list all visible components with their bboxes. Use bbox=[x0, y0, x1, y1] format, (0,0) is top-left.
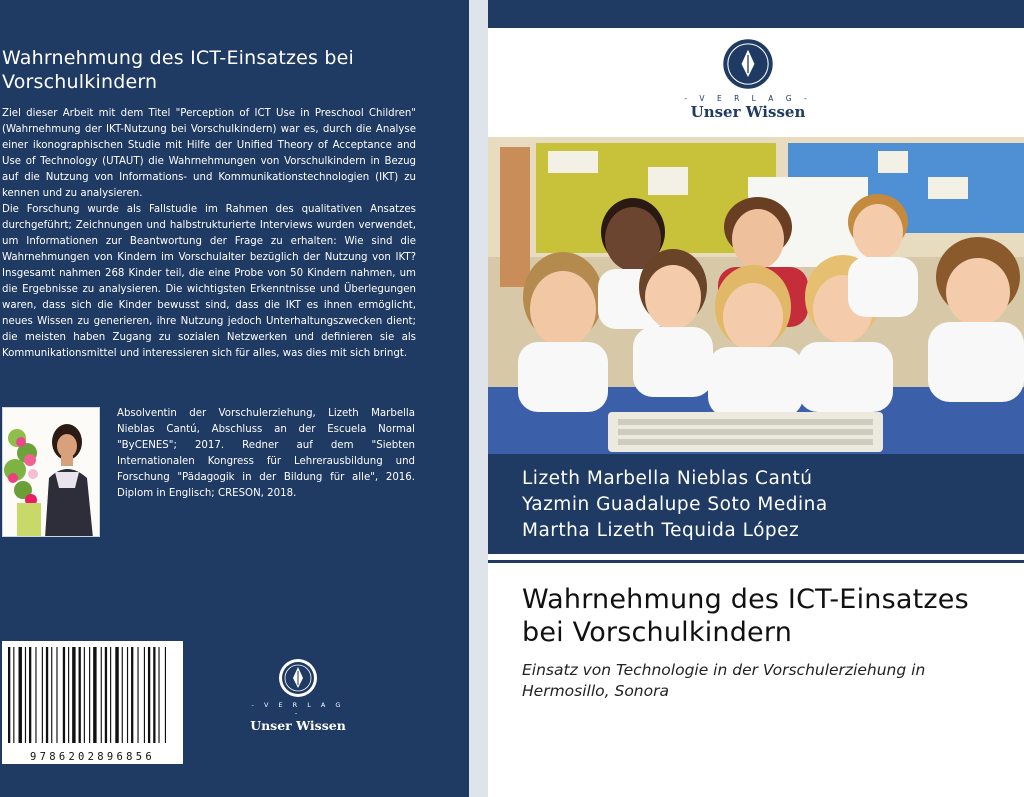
barcode-bar bbox=[137, 647, 138, 743]
barcode-bar bbox=[131, 647, 133, 743]
description-paragraph-1: Ziel dieser Arbeit mit dem Titel "Perception of ICT Use in Preschool Children" (Wahrnehmung der IKT-Nutzung bei Vorschulkindern) war es, durch die Analyse einer ikonographischen Studie mit Hilfe der Unified Theory of Acceptance and Use of Technology (UTAUT) die Wahrnehmungen von Vorschulkindern in Bezug auf die Nutzung von Informations- und Kommunikationstechnologien (IKT) zu kennen und zu analysieren. bbox=[2, 108, 416, 199]
barcode-bar bbox=[105, 647, 107, 743]
barcode-bar bbox=[122, 647, 123, 743]
divider-rule bbox=[488, 560, 1024, 563]
barcode-bar bbox=[68, 647, 69, 743]
back-cover-description bbox=[2, 106, 416, 362]
back-publisher-name: Unser Wissen bbox=[250, 718, 346, 733]
author-name-3: Martha Lizeth Tequida López bbox=[522, 520, 800, 541]
barcode-bar bbox=[51, 647, 52, 743]
classroom-photo bbox=[488, 137, 1024, 454]
description-paragraph-2: Die Forschung wurde als Fallstudie im Rahmen des qualitativen Ansatzes durchgeführt; Zeichnungen und halbstrukturierte Interviews wurden verwendet, um Informationen zur Beantwortung der Frage zu erhalten: Wie sind die Wahrnehmungen von Kindern im Vorschulalter bezüglich der Nutzung von IKT? Insgesamt nahmen 268 Kinder teil, die eine Probe von 50 Kindern nahmen, um die Ergebnisse zu analysieren. Die wichtigsten Erkenntnisse und Überlegungen waren, dass sich die Kinder bewusst sind, dass die IKT es ihnen ermöglicht, neues Wissen zu generieren, ihre Nutzung jedoch Unterhaltungszwecken dient; die meisten haben Zugang zu sozialen Netzwerken und definieren sie als Kommunikationsmittel und interessieren sich für alles, was dies mit sich bringt. bbox=[2, 204, 416, 359]
barcode-bar bbox=[110, 647, 111, 743]
authors-band bbox=[488, 454, 1024, 554]
front-cover bbox=[488, 0, 1024, 797]
quill-pen-seal-icon bbox=[722, 38, 774, 90]
isbn-barcode bbox=[2, 641, 183, 764]
author-portrait-image bbox=[3, 408, 100, 537]
barcode-bar bbox=[84, 647, 85, 743]
barcode-bars bbox=[2, 641, 183, 747]
front-cover-subtitle: Einsatz von Technologie in der Vorschulerziehung in Hermosillo, Sonora bbox=[522, 661, 926, 700]
barcode-bar bbox=[8, 647, 10, 743]
back-publisher-logo bbox=[247, 658, 349, 733]
barcode-bar bbox=[127, 647, 128, 743]
author-photo bbox=[2, 407, 100, 537]
barcode-bar bbox=[19, 647, 22, 743]
author-name-2: Yazmin Guadalupe Soto Medina bbox=[522, 494, 828, 515]
barcode-bar bbox=[115, 647, 118, 743]
barcode-bar bbox=[29, 647, 31, 743]
barcode-bar bbox=[144, 647, 145, 743]
barcode-bar bbox=[72, 647, 75, 743]
quill-pen-seal-icon bbox=[278, 658, 318, 698]
front-top-band bbox=[488, 0, 1024, 28]
barcode-bar bbox=[35, 647, 36, 743]
barcode-bar bbox=[93, 647, 96, 743]
spine bbox=[469, 0, 488, 797]
barcode-bar bbox=[158, 647, 159, 743]
cover-photo-children-classroom bbox=[488, 137, 1024, 454]
barcode-bar bbox=[46, 647, 48, 743]
barcode-bar bbox=[101, 647, 102, 743]
barcode-bar bbox=[42, 647, 43, 743]
front-publisher-name: Unser Wissen bbox=[690, 103, 806, 121]
author-bio: Absolventin der Vorschulerziehung, Lizeth Marbella Nieblas Cantú, Abschluss an der Escuela Normal "ByCENES"; 2017. Redner auf dem "Siebten Internationalen Kongress für Lehrerausbildung und Forschung "Pädagogik in der Bildung für alle", 2016. Diplom in Englisch; CRESON, 2018. bbox=[117, 408, 415, 499]
barcode-bar bbox=[25, 647, 26, 743]
back-verlag-label: - V E R L A G - bbox=[251, 701, 345, 717]
front-publisher-logo bbox=[683, 38, 813, 121]
barcode-bar bbox=[13, 647, 14, 743]
back-cover-title: Wahrnehmung des ICT-Einsatzes bei Vorschulkindern bbox=[2, 47, 355, 93]
front-cover-title: Wahrnehmung des ICT-Einsatzes bei Vorschulkindern bbox=[522, 584, 969, 648]
author-name-1: Lizeth Marbella Nieblas Cantú bbox=[522, 468, 813, 489]
barcode-bar bbox=[56, 647, 57, 743]
barcode-bar bbox=[63, 647, 65, 743]
barcode-bar bbox=[148, 647, 150, 743]
isbn-number: 9786202896856 bbox=[29, 751, 156, 763]
back-cover bbox=[0, 0, 469, 797]
barcode-bar bbox=[79, 647, 81, 743]
barcode-bar bbox=[165, 647, 166, 743]
barcode-bar bbox=[153, 647, 155, 743]
barcode-bar bbox=[89, 647, 90, 743]
front-verlag-label: - V E R L A G - bbox=[684, 94, 812, 103]
